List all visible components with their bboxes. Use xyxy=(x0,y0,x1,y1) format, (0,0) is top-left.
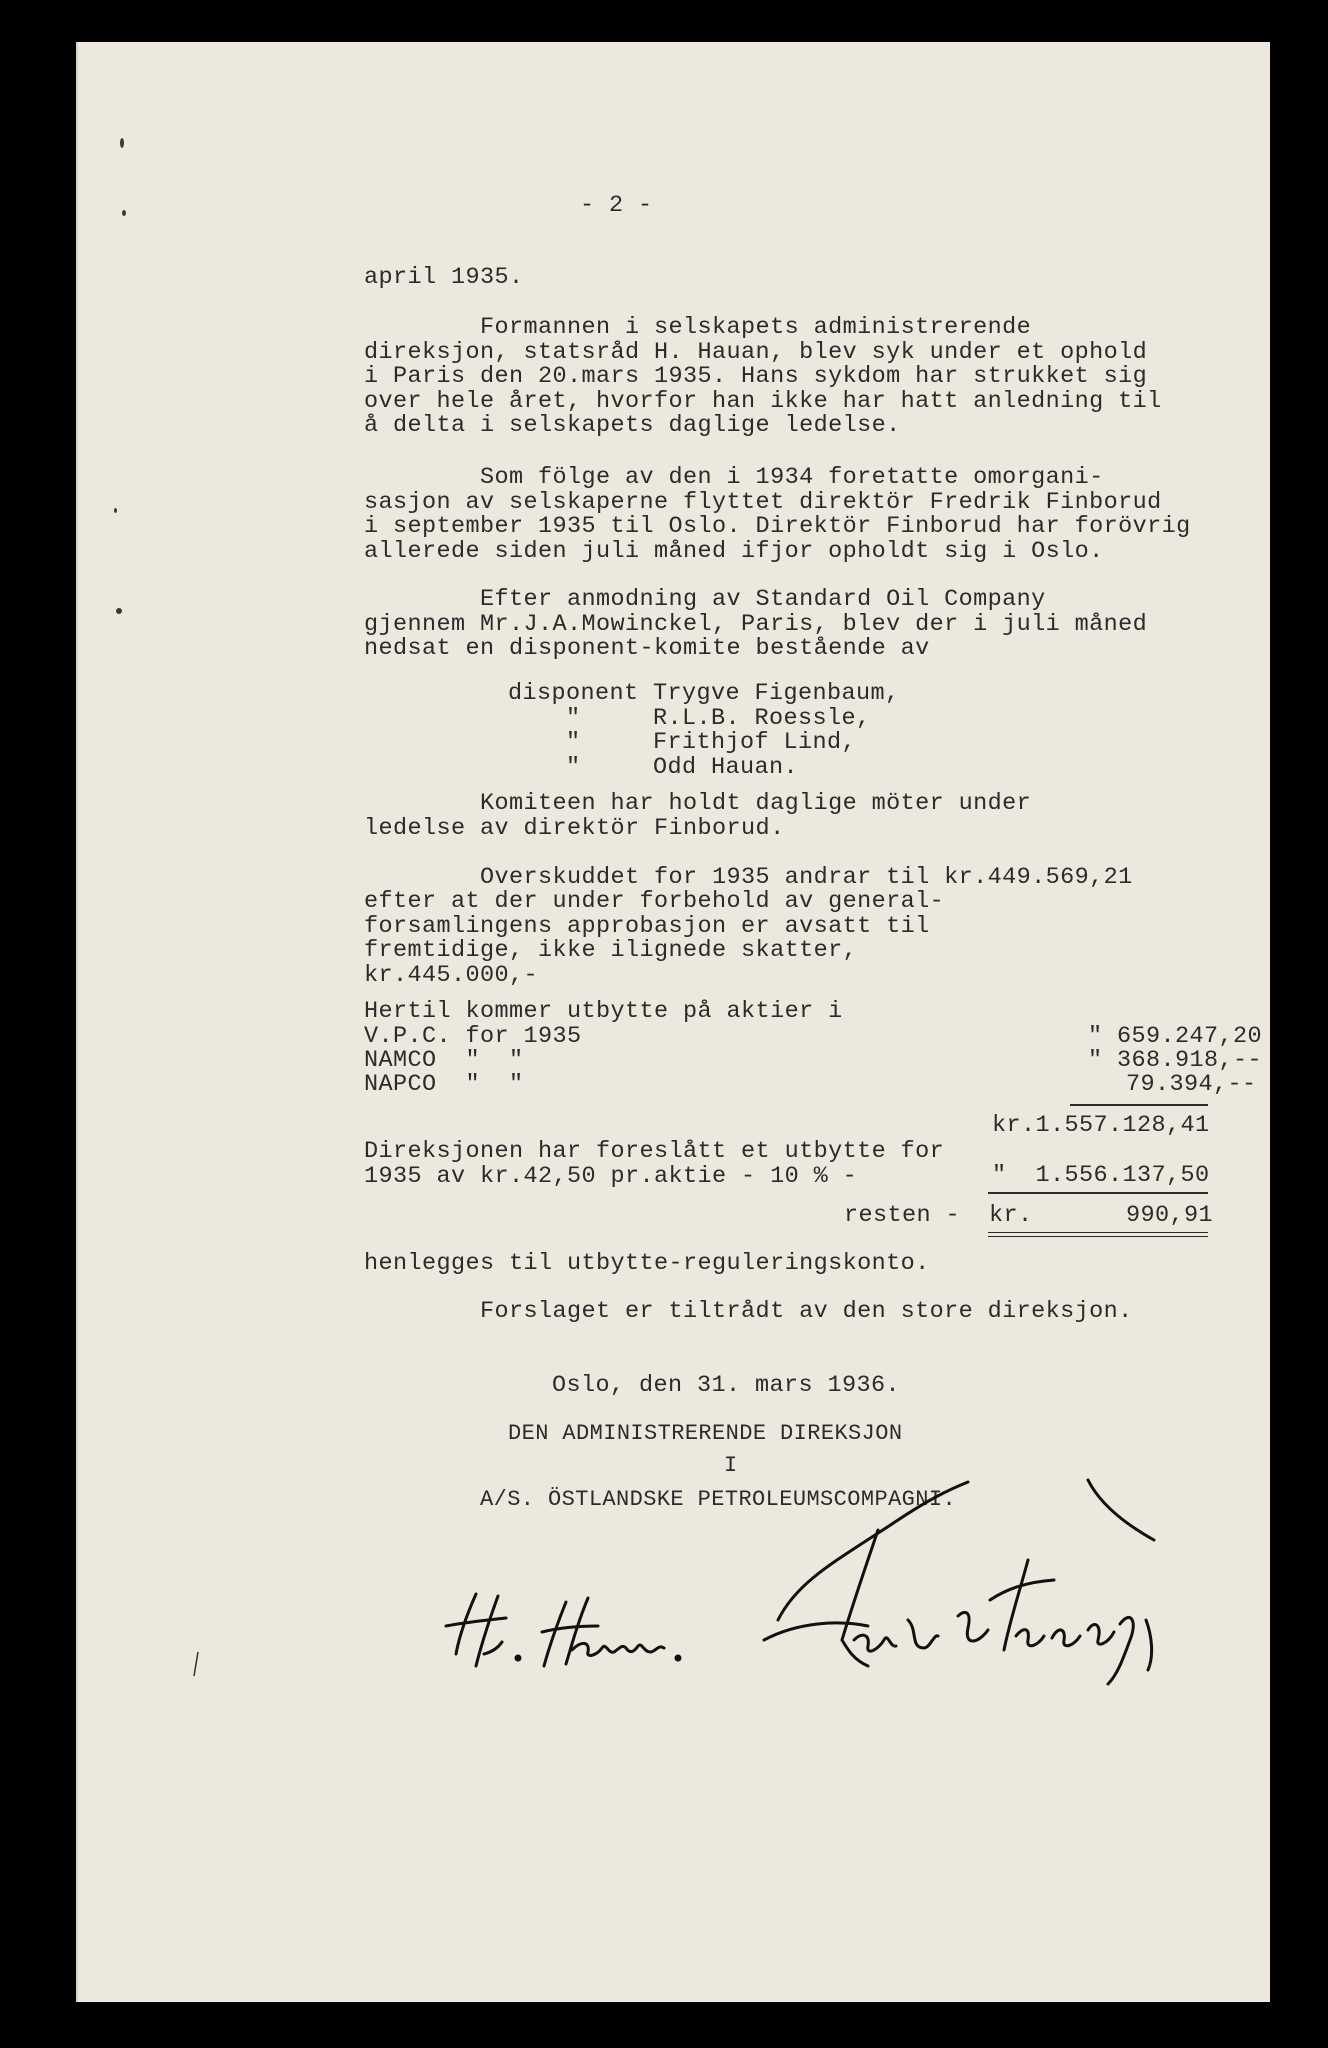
paper-speck xyxy=(116,608,122,614)
sum-rule-2 xyxy=(988,1192,1208,1194)
document-page xyxy=(76,42,1270,2002)
namco-value: " 368.918,-- xyxy=(1088,1047,1263,1074)
sum-rule-double-1 xyxy=(988,1232,1208,1233)
napco-label: NAPCO " " xyxy=(364,1071,524,1098)
paragraph-approval: Forslaget er tiltrådt av den store direksjon. xyxy=(364,1298,1133,1325)
paragraph-hauan-illness: Formannen i selskapets administrerende direksjon, statsråd H. Hauan, blev syk under et ophold i Paris den 20.mars 1935. Hans sykdom har strukket sig over hele året, hvorfor han ikke har hatt anledning til å delta i selskapets daglige ledelse. xyxy=(364,314,1162,439)
date-line: april 1935. xyxy=(364,264,524,291)
paragraph-committee-intro: Efter anmodning av Standard Oil Company gjennem Mr.J.A.Mowinckel, Paris, blev der i juli måned nedsat en disponent-komite bestående av xyxy=(364,586,1148,662)
dividend-value: " 1.556.137,50 xyxy=(992,1162,1210,1189)
signature-finborud xyxy=(758,1460,1178,1700)
sum-rule-1 xyxy=(1070,1104,1208,1106)
vpc-label: V.P.C. for 1935 xyxy=(364,1023,582,1050)
signature-block-line-1: DEN ADMINISTRERENDE DIREKSJON xyxy=(508,1421,903,1446)
sum-rule-double-2 xyxy=(988,1236,1208,1237)
signature-block-line-3: A/S. ÖSTLANDSKE PETROLEUMSCOMPAGNI. xyxy=(480,1487,957,1512)
signature-block-line-2: I xyxy=(724,1453,738,1478)
committee-list: disponent Trygve Figenbaum, " R.L.B. Roessle, " Frithjof Lind, " Odd Hauan. xyxy=(508,680,900,781)
subtotal-value: kr.1.557.128,41 xyxy=(992,1112,1210,1139)
paper-speck xyxy=(122,210,126,216)
vpc-value: " 659.247,20 xyxy=(1088,1023,1263,1050)
paper-speck xyxy=(120,138,124,148)
napco-value: 79.394,-- xyxy=(1126,1071,1257,1098)
place-date: Oslo, den 31. mars 1936. xyxy=(552,1372,901,1399)
signature-hauan xyxy=(438,1582,698,1672)
paragraph-committee-meetings: Komiteen har holdt daglige möter under ledelse av direktör Finborud. xyxy=(364,790,1032,842)
rest-label: resten - kr. xyxy=(844,1202,1033,1229)
paragraph-profit-rest: efter at der under forbehold av general- forsamlingens approbasjon er avsatt til fremtidige, ikke ilignede skatter, kr.445.000,- xyxy=(364,888,945,989)
paragraph-regulation-account: henlegges til utbytte-reguleringskonto. xyxy=(364,1250,930,1277)
namco-label: NAMCO " " xyxy=(364,1047,524,1074)
page-edge-mark xyxy=(188,1650,208,1680)
paragraph-dividend-proposal: Direksjonen har foreslått et utbytte for 1935 av kr.42,50 pr.aktie - 10 % - xyxy=(364,1138,945,1190)
paper-speck xyxy=(114,508,117,513)
dividend-income-heading: Hertil kommer utbytte på aktier i xyxy=(364,998,843,1025)
paragraph-profit-first-line: Overskuddet for 1935 andrar til kr.449.569,21 xyxy=(364,864,1133,891)
rest-value: 990,91 xyxy=(1126,1202,1214,1229)
paragraph-reorganisation: Som fölge av den i 1934 foretatte omorgani- sasjon av selskaperne flyttet direktör Fredrik Finborud i september 1935 til Oslo. Direktör Finborud har forövrig allerede siden juli måned ifjor opholdt sig i Oslo. xyxy=(364,464,1191,565)
page-number: - 2 - xyxy=(580,192,653,219)
